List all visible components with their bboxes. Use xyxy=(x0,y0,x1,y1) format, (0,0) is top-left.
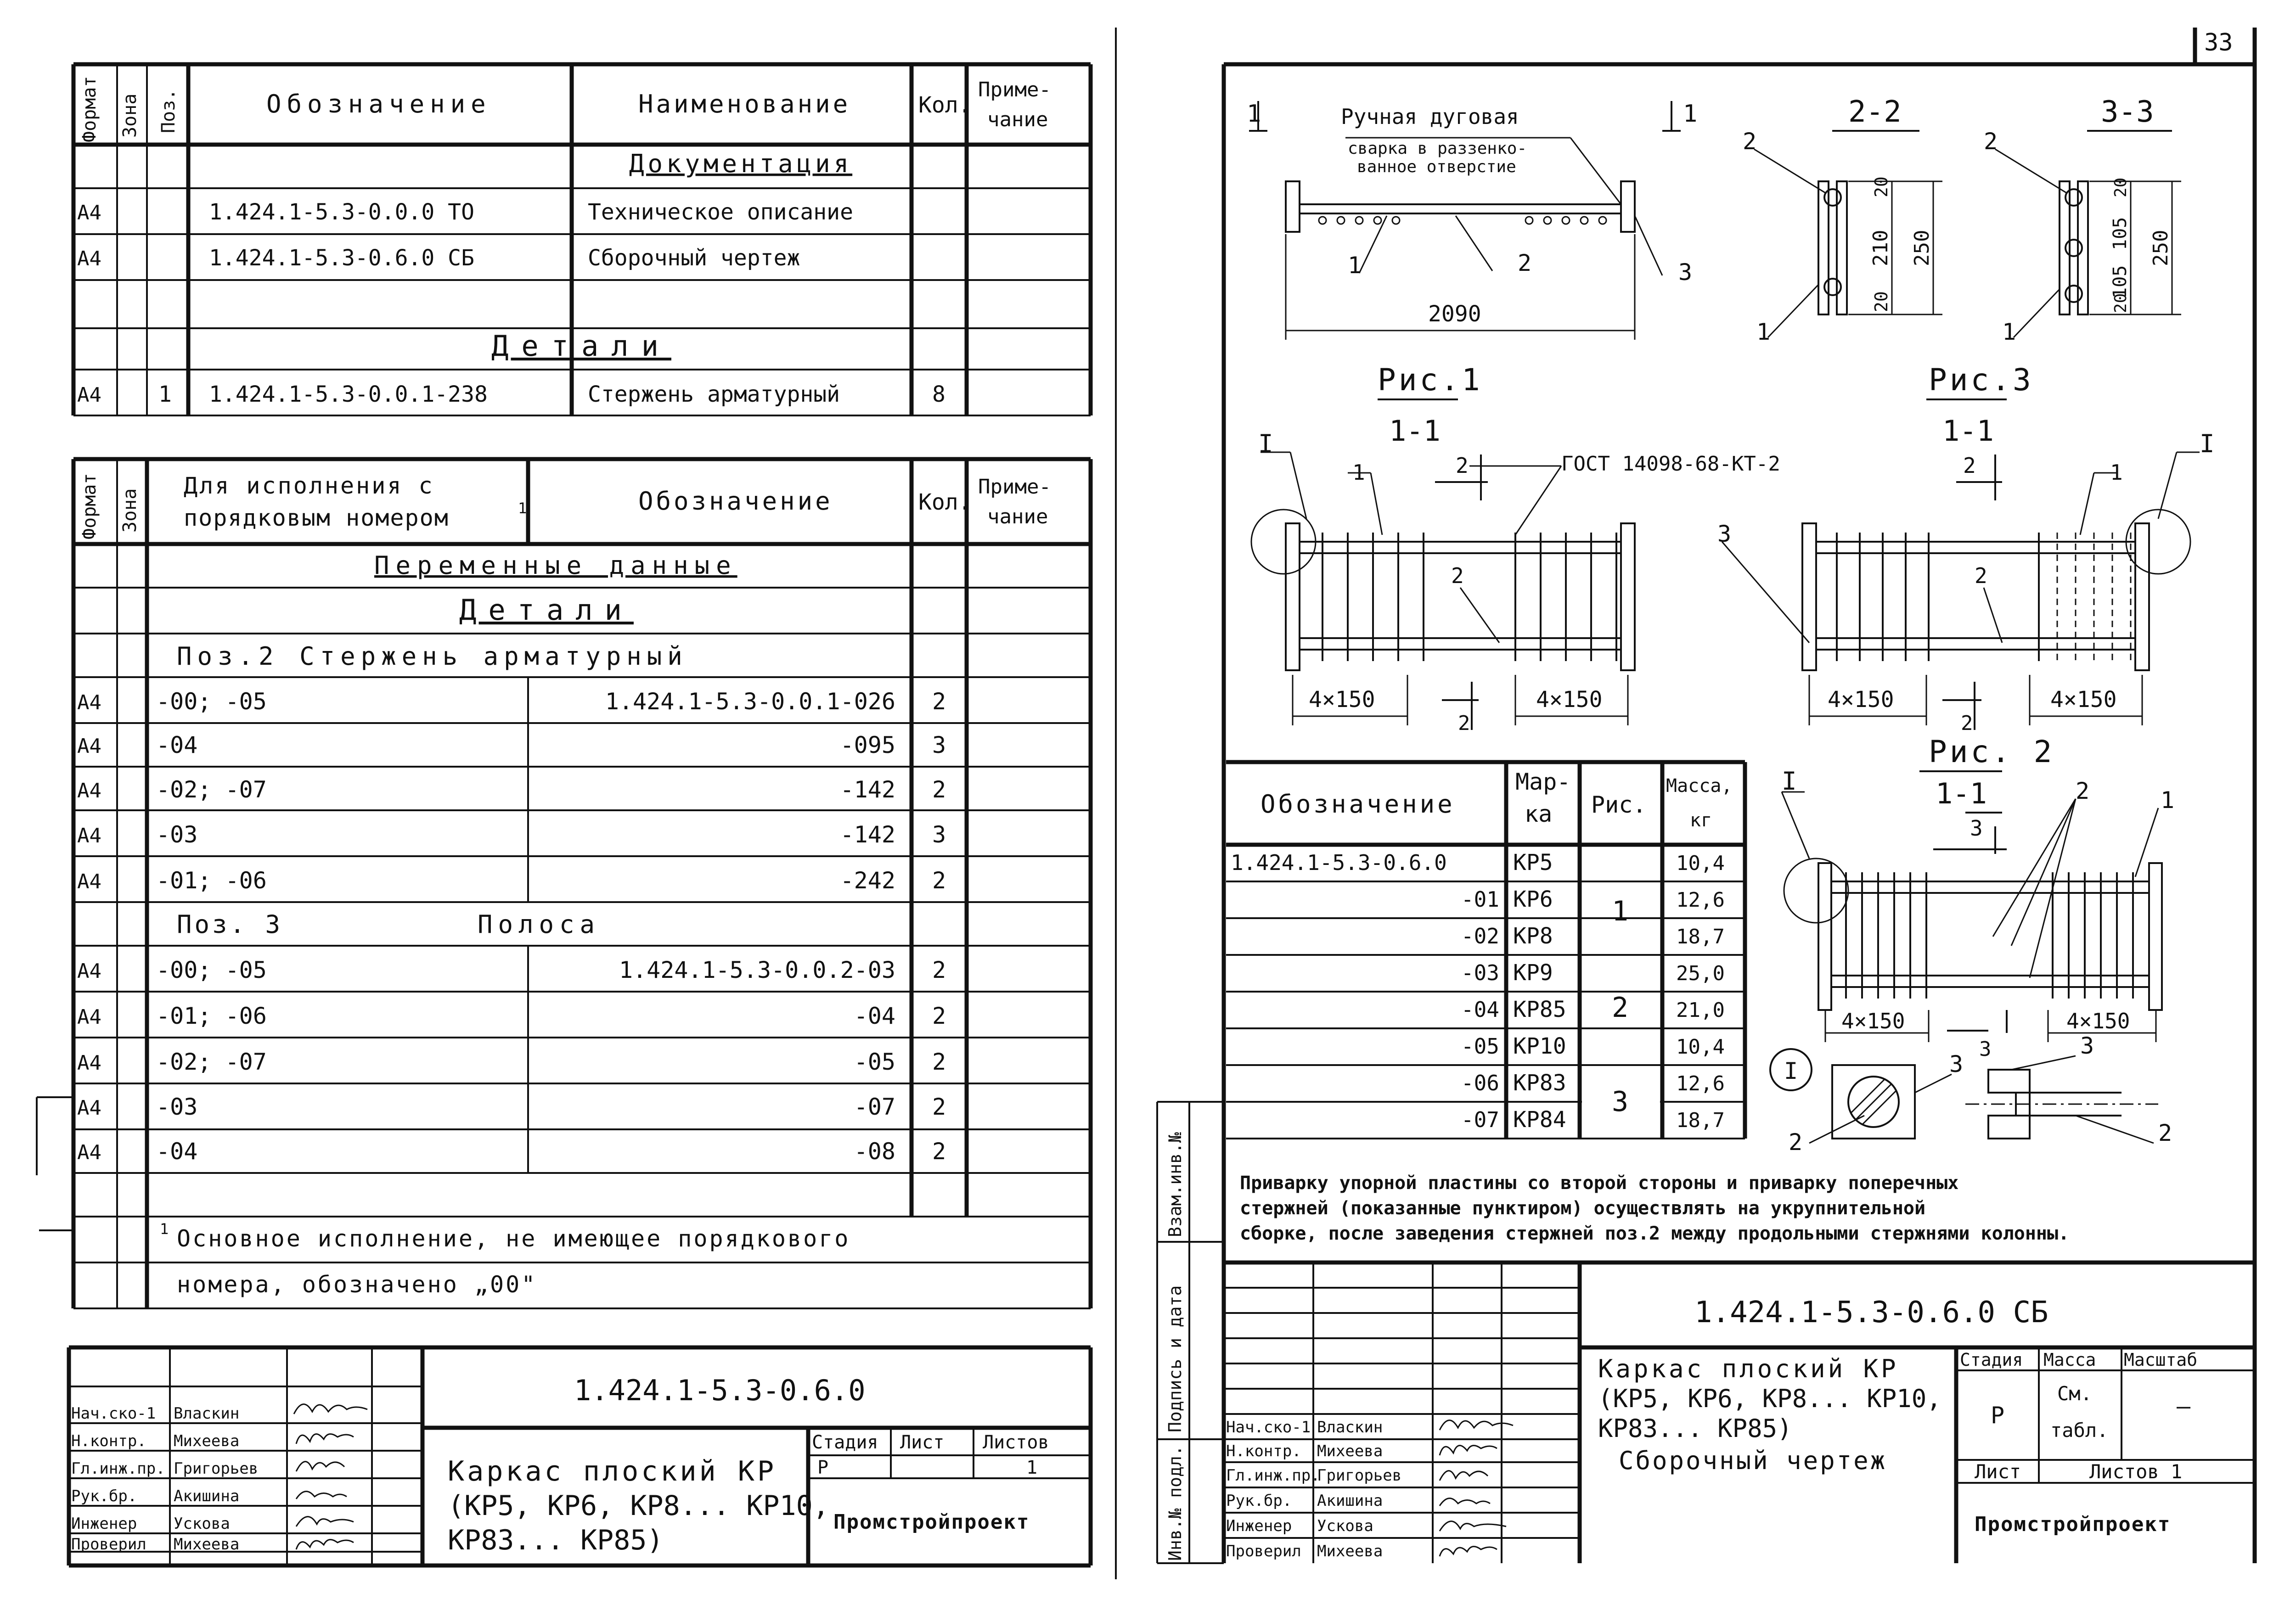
footnote-line2: номера, обозначено „00" xyxy=(177,1271,537,1298)
row-exec: -03 xyxy=(156,821,198,848)
mt-designation: -06 xyxy=(1461,1071,1499,1095)
callout-3: 3 xyxy=(2080,1032,2094,1059)
col-designation: Обозначение xyxy=(266,90,491,118)
row-exec: -00; -05 xyxy=(156,957,267,983)
mt-col-mass-2: кг xyxy=(1690,810,1712,831)
mt-designation: -03 xyxy=(1461,960,1499,985)
doc-name: Сборочный чертеж xyxy=(588,245,800,271)
gost-note: ГОСТ 14098-68-КТ-2 xyxy=(1561,452,1780,476)
col-qty: Кол. xyxy=(918,489,972,515)
mt-mass: 18,7 xyxy=(1676,1109,1725,1132)
dim: 20 xyxy=(2111,177,2130,197)
row-designation: -04 xyxy=(854,1003,895,1029)
right-scale: — xyxy=(2177,1393,2191,1419)
right-title-line2: (КР5, КР6, КР8... КР10, xyxy=(1598,1384,1941,1413)
section-mark-left: 1 xyxy=(1247,100,1261,128)
left-sheet xyxy=(37,28,1116,1579)
mt-mark: КР83 xyxy=(1513,1070,1566,1096)
col-zone: Зона xyxy=(119,488,141,533)
section-mark-2: 2 xyxy=(1961,712,1973,735)
row-designation: -242 xyxy=(840,867,895,894)
spacing-dim: 4×150 xyxy=(2050,687,2117,713)
staff-role: Инженер xyxy=(1226,1517,1292,1535)
callout-2: 2 xyxy=(1984,128,1998,155)
staff-name: Михеева xyxy=(174,1535,240,1554)
right-title-line1: Каркас плоский КР xyxy=(1598,1354,1899,1383)
weld-note-2: сварка в раззенко- xyxy=(1348,139,1527,158)
row-designation: -08 xyxy=(854,1138,895,1165)
detail-format: А4 xyxy=(77,383,101,407)
mt-designation: -07 xyxy=(1461,1107,1499,1132)
section-documentation: Документация xyxy=(629,149,853,178)
right-sheet xyxy=(1157,28,2255,1563)
callout-2: 2 xyxy=(1451,563,1464,588)
staff-name: Григорьев xyxy=(174,1459,259,1478)
col-zone: Зона xyxy=(119,93,141,138)
node-mark-I: I xyxy=(1258,429,1273,458)
row-designation: -142 xyxy=(840,776,895,803)
row-qty: 2 xyxy=(932,1049,946,1075)
col-note: Приме- xyxy=(978,78,1051,101)
right-sheets-label: Листов 1 xyxy=(2089,1460,2183,1483)
side-label-replace: Взам.инв.№ xyxy=(1165,1132,1185,1237)
signature xyxy=(296,1492,347,1499)
node-detail xyxy=(1770,1049,2158,1143)
side-label-sign: Подпись и дата xyxy=(1165,1285,1185,1432)
doc-designation: 1.424.1-5.3-0.6.0 СБ xyxy=(209,245,474,271)
staff-role: Н.контр. xyxy=(71,1432,146,1450)
mt-mass: 21,0 xyxy=(1676,999,1725,1022)
row-designation: -095 xyxy=(840,732,895,758)
right-title-line4: Сборочный чертеж xyxy=(1619,1446,1887,1475)
doc-format: А4 xyxy=(77,201,101,224)
callout-3: 3 xyxy=(1678,259,1693,286)
pos3-rows xyxy=(77,957,946,1165)
doc-designation: 1.424.1-5.3-0.0.0 ТО xyxy=(209,199,474,225)
left-title-line3: КР83... КР85) xyxy=(448,1524,664,1556)
section-1-1: 1-1 xyxy=(1389,414,1441,448)
row-qty: 2 xyxy=(932,1003,946,1029)
sheet-number: 33 xyxy=(2204,29,2233,56)
staff-role: Рук.бр. xyxy=(71,1487,137,1505)
signature xyxy=(1440,1547,1497,1556)
row-qty: 2 xyxy=(932,1138,946,1165)
mt-fig-group: 1 xyxy=(1612,895,1629,927)
mt-mark: КР6 xyxy=(1513,886,1553,912)
callout-2: 2 xyxy=(2158,1120,2172,1146)
assembly-note-2: стержней (показанные пунктиром) осуществлять на укрупнительной xyxy=(1240,1198,1926,1219)
figure-3 xyxy=(1722,399,2200,730)
callout-3: 3 xyxy=(1717,521,1732,547)
mt-mark: КР84 xyxy=(1513,1107,1566,1133)
left-org: Промстройпроект xyxy=(833,1510,1030,1534)
mt-col-designation: Обозначение xyxy=(1261,790,1455,819)
mt-col-fig: Рис. xyxy=(1591,791,1647,818)
mt-mass: 10,4 xyxy=(1676,1035,1725,1059)
section-var-details: Детали xyxy=(459,593,634,627)
section-1-1: 1-1 xyxy=(1942,414,1994,448)
dim: 105 xyxy=(2110,217,2131,250)
section-mark-2: 2 xyxy=(1458,712,1470,735)
staff-name: Акишина xyxy=(1317,1492,1383,1510)
signature xyxy=(296,1434,354,1444)
staff-name: Михеева xyxy=(1317,1442,1383,1460)
mt-designation: 1.424.1-5.3-0.6.0 xyxy=(1231,850,1447,875)
callout-2: 2 xyxy=(2076,778,2090,804)
col-note-2: чание xyxy=(987,108,1048,131)
col-qty: Кол. xyxy=(918,92,972,118)
row-qty: 3 xyxy=(932,821,946,848)
staff-role: Гл.инж.пр. xyxy=(1226,1466,1320,1485)
col-exec-footnote: 1 xyxy=(518,499,527,517)
assembly-note-3: сборке, после заведения стержней поз.2 между продольными стержнями колонны. xyxy=(1240,1223,2070,1244)
row-format: А4 xyxy=(77,779,101,802)
callout-1: 1 xyxy=(1756,319,1771,345)
detail-qty: 8 xyxy=(932,382,945,407)
left-title-line1: Каркас плоский КР xyxy=(448,1455,777,1487)
row-qty: 2 xyxy=(932,867,946,894)
row-exec: -04 xyxy=(156,732,198,758)
section-1-1: 1-1 xyxy=(1936,777,1987,810)
mt-mass: 12,6 xyxy=(1676,1072,1725,1095)
right-stage: Р xyxy=(1991,1402,2005,1429)
staff-role: Рук.бр. xyxy=(1226,1492,1292,1510)
row-exec: -00; -05 xyxy=(156,688,267,715)
detail-pos: 1 xyxy=(158,382,172,407)
spacing-dim: 4×150 xyxy=(2066,1009,2130,1033)
mt-mark: КР10 xyxy=(1513,1033,1566,1059)
weld-note-3: ванное отверстие xyxy=(1357,157,1516,176)
section-mark-2: 2 xyxy=(1963,453,1976,478)
mt-designation: -01 xyxy=(1461,887,1499,912)
left-stage: Р xyxy=(817,1457,829,1478)
staff-role: Гл.инж.пр. xyxy=(71,1459,165,1478)
mt-fig-group: 2 xyxy=(1612,992,1629,1024)
callout-3: 3 xyxy=(1949,1051,1964,1077)
row-exec: -01; -06 xyxy=(156,1003,267,1029)
row-designation: 1.424.1-5.3-0.0.1-026 xyxy=(605,688,895,715)
right-mass-1: См. xyxy=(2057,1382,2092,1405)
signature xyxy=(1440,1446,1497,1455)
section-3-3-title: 3-3 xyxy=(2101,95,2154,129)
staff-name: Акишина xyxy=(174,1487,240,1505)
signature xyxy=(1440,1521,1506,1531)
pos3-label: Поз. 3 xyxy=(177,910,283,939)
node-mark-I: I xyxy=(2200,429,2215,458)
right-mass-label: Масса xyxy=(2043,1350,2096,1370)
col-exec-line1: Для исполнения с xyxy=(184,472,434,499)
row-format: А4 xyxy=(77,1005,101,1029)
footnote-line1: Основное исполнение, не имеющее порядкового xyxy=(177,1225,850,1252)
figure-2-title: Рис. 2 xyxy=(1929,734,2055,769)
section-variable: Переменные данные xyxy=(374,551,737,580)
spacing-dim: 4×150 xyxy=(1536,687,1603,713)
spacing-dim: 4×150 xyxy=(1309,687,1375,713)
left-sheets-label: Листов xyxy=(983,1432,1049,1453)
right-title-line3: КР83... КР85) xyxy=(1598,1414,1792,1443)
col-note-2: чание xyxy=(987,505,1048,528)
col-designation: Обозначение xyxy=(638,487,833,516)
left-stage-label: Стадия xyxy=(812,1432,878,1453)
row-designation: 1.424.1-5.3-0.0.2-03 xyxy=(619,957,895,983)
callout-1: 1 xyxy=(2002,319,2016,345)
pos2-title: Поз.2 Стержень арматурный xyxy=(177,642,688,671)
col-note: Приме- xyxy=(978,475,1051,499)
left-title-code: 1.424.1-5.3-0.6.0 xyxy=(574,1374,866,1407)
callout-1: 1 xyxy=(1348,252,1362,279)
left-sheets: 1 xyxy=(1026,1457,1038,1478)
section-details: Детали xyxy=(491,329,671,363)
row-qty: 2 xyxy=(932,776,946,803)
row-designation: -142 xyxy=(840,821,895,848)
col-format: Формат xyxy=(79,473,100,539)
row-exec: -02; -07 xyxy=(156,1049,267,1075)
row-designation: -07 xyxy=(854,1094,895,1120)
staff-name: Григорьев xyxy=(1317,1466,1402,1485)
staff-name: Михеева xyxy=(1317,1542,1383,1560)
signature xyxy=(1440,1498,1490,1506)
mt-col-mark: Мар- xyxy=(1515,769,1571,795)
spacing-dim: 4×150 xyxy=(1841,1009,1905,1033)
mt-mark: КР9 xyxy=(1513,960,1553,986)
right-title-code: 1.424.1-5.3-0.6.0 СБ xyxy=(1694,1296,2048,1330)
node-mark-I: I xyxy=(1782,767,1797,796)
side-label-inv: Инв.№ подл. xyxy=(1165,1445,1185,1561)
footnote-mark: 1 xyxy=(160,1220,169,1238)
signature xyxy=(294,1404,367,1414)
right-mass-2: табл. xyxy=(2050,1419,2109,1442)
row-exec: -02; -07 xyxy=(156,776,267,803)
col-format: Формат xyxy=(79,76,100,142)
mt-col-mark-2: ка xyxy=(1525,801,1553,827)
callout-2: 2 xyxy=(1518,250,1532,276)
mt-col-mass: Масса, xyxy=(1666,775,1733,797)
mt-mark: КР5 xyxy=(1513,850,1553,875)
dim: 210 xyxy=(1869,230,1892,266)
staff-role: Н.контр. xyxy=(1226,1442,1301,1460)
left-sheet-label: Лист xyxy=(900,1432,945,1453)
doc-name: Техническое описание xyxy=(588,199,853,225)
row-exec: -03 xyxy=(156,1094,198,1120)
row-format: А4 xyxy=(77,1096,101,1120)
right-scale-label: Масштаб xyxy=(2124,1350,2198,1370)
mt-designation: -02 xyxy=(1461,924,1499,948)
signature xyxy=(296,1517,354,1526)
row-format: А4 xyxy=(77,1051,101,1075)
col-exec-line2: порядковым номером xyxy=(184,505,449,531)
row-format: А4 xyxy=(77,1141,101,1164)
row-qty: 2 xyxy=(932,1094,946,1120)
assembly-note-1: Приварку упорной пластины со второй стороны и приварку поперечных xyxy=(1240,1173,1959,1194)
right-sheet-label: Лист xyxy=(1975,1460,2021,1483)
section-mark-3: 3 xyxy=(1970,816,1983,841)
length-dimension: 2090 xyxy=(1428,301,1481,327)
mt-mass: 25,0 xyxy=(1676,962,1725,985)
staff-name: Власкин xyxy=(174,1404,240,1423)
mt-mark: КР85 xyxy=(1513,997,1566,1022)
detail-designation: 1.424.1-5.3-0.0.1-238 xyxy=(209,382,488,407)
staff-name: Власкин xyxy=(1317,1418,1383,1436)
staff-role: Проверил xyxy=(1226,1542,1301,1560)
staff-role: Нач.ско-1 xyxy=(1226,1418,1311,1436)
dim: 250 xyxy=(2149,230,2172,266)
staff-role: Инженер xyxy=(71,1515,137,1533)
mt-designation: -04 xyxy=(1461,997,1499,1022)
weld-note-1: Ручная дуговая xyxy=(1341,104,1519,129)
node-detail-mark: I xyxy=(1784,1058,1798,1084)
row-exec: -04 xyxy=(156,1138,198,1165)
section-mark-2: 2 xyxy=(1456,453,1469,478)
dim: 20 xyxy=(1871,291,1891,312)
dim: 20 xyxy=(1871,176,1891,197)
callout-2: 2 xyxy=(1789,1129,1803,1156)
section-mark-3: 3 xyxy=(1979,1038,1992,1061)
staff-role: Проверил xyxy=(71,1535,146,1554)
mt-mass: 12,6 xyxy=(1676,888,1725,912)
pos2-rows xyxy=(77,688,946,894)
pos3-name: Полоса xyxy=(478,910,601,939)
signature xyxy=(296,1462,344,1471)
col-pos: Поз. xyxy=(158,89,179,133)
figure-1 xyxy=(1251,399,1635,730)
row-qty: 2 xyxy=(932,957,946,983)
doc-format: А4 xyxy=(77,247,101,270)
staff-role: Нач.ско-1 xyxy=(71,1404,156,1423)
row-format: А4 xyxy=(77,824,101,847)
callout-1: 1 xyxy=(2110,460,2123,485)
row-format: А4 xyxy=(77,959,101,983)
right-stage-label: Стадия xyxy=(1960,1350,2023,1370)
signature xyxy=(1440,1471,1488,1481)
row-designation: -05 xyxy=(854,1049,895,1075)
figure-3-title: Рис.3 xyxy=(1929,362,2034,398)
signature xyxy=(296,1540,354,1549)
callout-2: 2 xyxy=(1975,563,1987,588)
right-org: Промстройпроект xyxy=(1975,1513,2171,1536)
callout-1: 1 xyxy=(2161,787,2175,814)
staff-name: Ускова xyxy=(1317,1517,1373,1535)
row-format: А4 xyxy=(77,735,101,758)
dim: 250 xyxy=(1910,230,1934,266)
dim: 20 xyxy=(2111,293,2130,313)
row-qty: 2 xyxy=(932,688,946,715)
left-title-line2: (КР5, КР6, КР8... КР10, xyxy=(448,1490,829,1522)
callout-2: 2 xyxy=(1743,128,1757,155)
row-format: А4 xyxy=(77,870,101,893)
left-signatures xyxy=(294,1404,367,1549)
row-exec: -01; -06 xyxy=(156,867,267,894)
figure-1-title: Рис.1 xyxy=(1378,362,1483,398)
col-name: Наименование xyxy=(638,90,851,118)
mt-mass: 10,4 xyxy=(1676,852,1725,875)
detail-name: Стержень арматурный xyxy=(588,382,840,407)
row-qty: 3 xyxy=(932,732,946,758)
callout-1: 1 xyxy=(1352,460,1365,485)
dim: 105 xyxy=(2110,265,2131,298)
mt-mark: КР8 xyxy=(1513,923,1553,949)
row-format: А4 xyxy=(77,691,101,714)
section-mark-right: 1 xyxy=(1683,100,1698,128)
section-2-2-title: 2-2 xyxy=(1848,95,1902,129)
spacing-dim: 4×150 xyxy=(1828,687,1894,713)
mt-designation: -05 xyxy=(1461,1034,1499,1059)
figure-2 xyxy=(1782,771,2162,1042)
staff-name: Ускова xyxy=(174,1515,230,1533)
staff-name: Михеева xyxy=(174,1432,240,1450)
mt-mass: 18,7 xyxy=(1676,925,1725,948)
mt-fig-group: 3 xyxy=(1612,1086,1629,1118)
